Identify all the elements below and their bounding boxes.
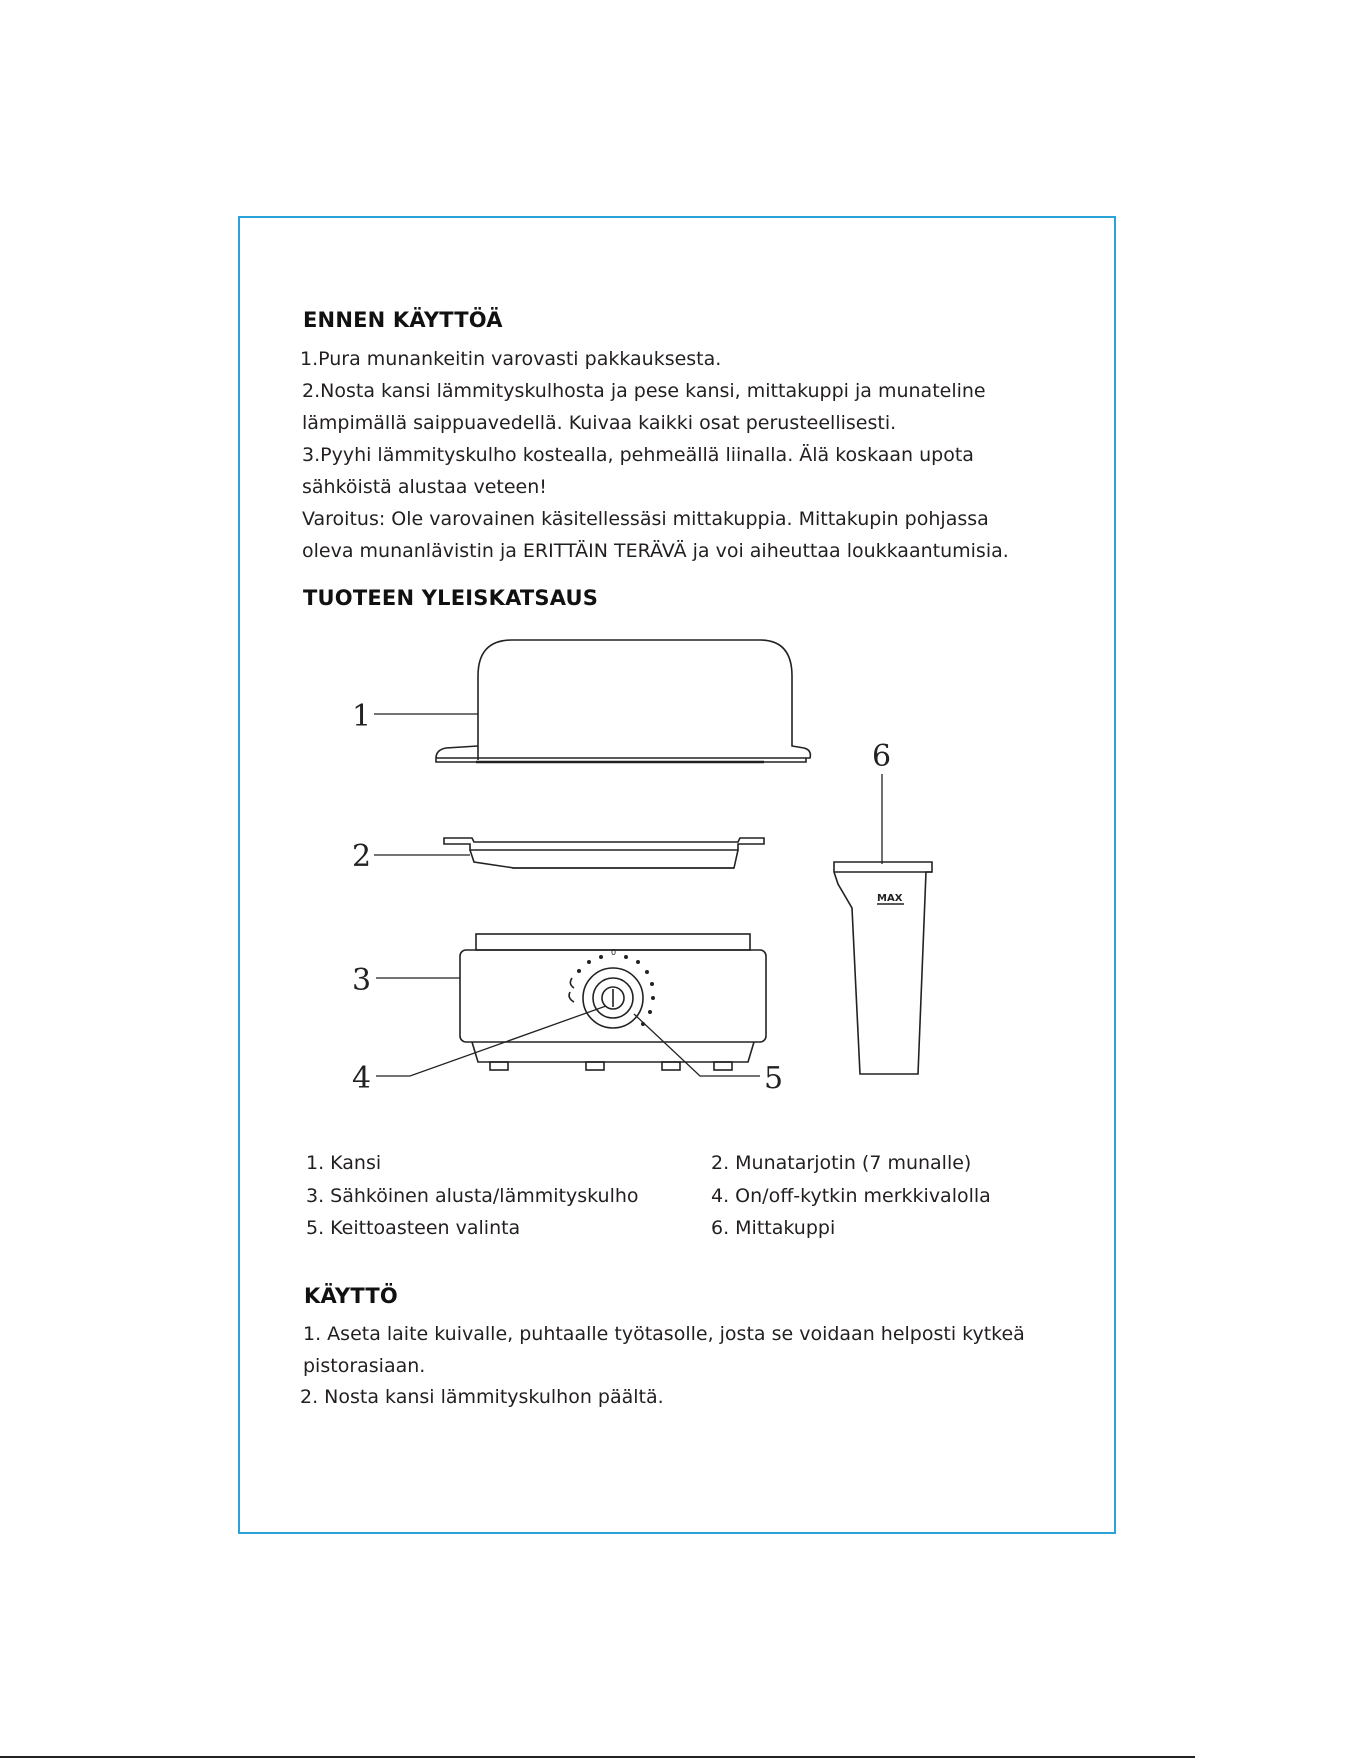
- parts-list-left: [306, 1147, 639, 1245]
- text-line: 1. Aseta laite kuivalle, puhtaalle työtasolle, josta se voidaan helposti kytkeä: [303, 1323, 1025, 1345]
- product-diagram: [352, 628, 1010, 1108]
- text-line: pistorasiaan.: [303, 1355, 426, 1377]
- section-title-usage: KÄYTTÖ: [304, 1284, 398, 1308]
- callout-6: 6: [872, 739, 892, 774]
- text-line: 2. Nosta kansi lämmityskulhon päältä.: [300, 1386, 664, 1408]
- list-item: 6. Mittakuppi: [711, 1217, 836, 1239]
- text-line: Varoitus: Ole varovainen käsitellessäsi mittakuppia. Mittakupin pohjassa: [302, 508, 989, 530]
- list-item: 2. Munatarjotin (7 munalle): [711, 1152, 972, 1174]
- text-line: oleva munanlävistin ja ERITTÄIN TERÄVÄ ja voi aiheuttaa loukkaantumisia.: [302, 540, 1009, 562]
- text-line: 1.Pura munankeitin varovasti pakkauksesta.: [300, 348, 722, 370]
- callout-2: 2: [352, 839, 372, 874]
- callout-5: 5: [764, 1061, 784, 1096]
- text-line: 2.Nosta kansi lämmityskulhosta ja pese kansi, mittakuppi ja munateline: [302, 380, 986, 402]
- section-title-before-use: ENNEN KÄYTTÖÄ: [303, 308, 503, 332]
- callout-4: 4: [352, 1061, 372, 1096]
- lid-illustration: [436, 640, 810, 762]
- list-item: 5. Keittoasteen valinta: [306, 1217, 521, 1239]
- page-edge-rule: [0, 1756, 1195, 1758]
- cup-max-label: MAX: [877, 893, 903, 904]
- text-line: 3.Pyyhi lämmityskulho kostealla, pehmeällä liinalla. Älä koskaan upota: [302, 444, 974, 466]
- parts-list-right: [711, 1147, 991, 1245]
- list-item: 3. Sähköinen alusta/lämmityskulho: [306, 1184, 639, 1207]
- callout-1: 1: [352, 699, 372, 734]
- callout-lines: [374, 714, 882, 1076]
- text-line: lämpimällä saippuavedellä. Kuivaa kaikki osat perusteellisesti.: [302, 412, 897, 434]
- list-item: 4. On/off-kytkin merkkivalolla: [711, 1184, 991, 1207]
- dial-mark-off: 0: [611, 948, 617, 957]
- callout-3: 3: [352, 963, 372, 998]
- list-item: 1. Kansi: [306, 1152, 382, 1174]
- text-line: sähköistä alustaa veteen!: [302, 476, 547, 498]
- section-title-overview: TUOTEEN YLEISKATSAUS: [303, 586, 599, 610]
- egg-tray-illustration: [444, 838, 764, 868]
